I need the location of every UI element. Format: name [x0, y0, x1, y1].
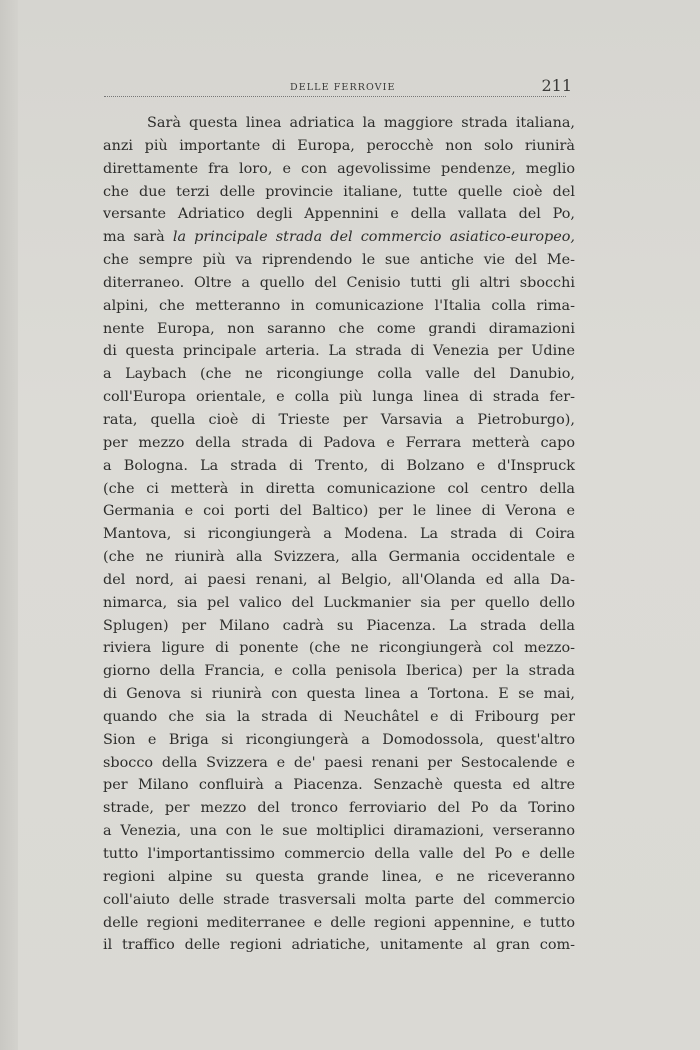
text-line: coll'aiuto delle strade trasversali molta parte del commercio: [103, 891, 575, 908]
text-line: per mezzo della strada di Padova e Ferrara metterà capo: [103, 434, 575, 451]
body-paragraph: [103, 112, 575, 957]
text-line: Splugen) per Milano cadrà su Piacenza. La strada della: [103, 617, 575, 634]
text-line: di Genova si riunirà con questa linea a Tortona. E se mai,: [103, 686, 575, 703]
page-left-edge: [0, 0, 18, 1050]
text-line: a Bologna. La strada di Trento, di Bolzano e d'Inspruck: [103, 457, 575, 474]
text-line: riviera ligure di ponente (che ne ricongiungerà col mezzo-: [103, 640, 575, 657]
text-line: coll'Europa orientale, e colla più lunga linea di strada fer-: [103, 389, 575, 406]
italic-phrase: la principale strada del commercio asiatico-europeo,: [172, 229, 575, 246]
text-line: [103, 226, 575, 249]
text-line: strade, per mezzo del tronco ferroviario del Po da Torino: [103, 800, 575, 817]
text-line: che due terzi delle provincie italiane, tutte quelle cioè del: [103, 183, 575, 200]
header-rule: [104, 96, 566, 97]
page-number: 211: [541, 76, 572, 95]
text-line: di questa principale arteria. La strada di Venezia per Udine: [103, 343, 575, 360]
text-line: rata, quella cioè di Trieste per Varsavia a Pietroburgo),: [103, 411, 575, 428]
text-line: per Milano confluirà a Piacenza. Senzachè questa ed altre: [103, 777, 575, 794]
text-line: direttamente fra loro, e con agevolissime pendenze, meglio: [103, 160, 575, 177]
text-line: sbocco della Svizzera e de' paesi renani per Sestocalende e: [103, 754, 575, 771]
text-line: a Laybach (che ne ricongiunge colla valle del Danubio,: [103, 366, 575, 383]
text-line: quando che sia la strada di Neuchâtel e di Fribourg per: [103, 708, 575, 725]
running-title: DELLE FERROVIE: [290, 82, 396, 93]
text-line: che sempre più va riprendendo le sue antiche vie del Me-: [103, 252, 575, 269]
running-head: [104, 72, 574, 100]
text-segment: ma sarà: [103, 229, 165, 246]
text-line: versante Adriatico degli Appennini e della vallata del Po,: [103, 206, 575, 223]
text-line: giorno della Francia, e colla penisola Iberica) per la strada: [103, 663, 575, 680]
text-line: Mantova, si ricongiungerà a Modena. La strada di Coira: [103, 526, 575, 543]
text-line: diterraneo. Oltre a quello del Cenisio tutti gli altri sbocchi: [103, 274, 575, 291]
text-line: anzi più importante di Europa, perocchè non solo riunirà: [103, 137, 575, 154]
text-line: Sarà questa linea adriatica la maggiore strada italiana,: [147, 115, 575, 131]
text-line: nimarca, sia pel valico del Luckmanier sia per quello dello: [103, 594, 575, 611]
text-line: Germania e coi porti del Baltico) per le linee di Verona e: [103, 503, 575, 520]
text-line: (che ci metterà in diretta comunicazione col centro della: [103, 480, 575, 497]
text-line: tutto l'importantissimo commercio della valle del Po e delle: [103, 846, 575, 862]
text-line: del nord, ai paesi renani, al Belgio, all'Olanda ed alla Da-: [103, 571, 575, 588]
text-line: a Venezia, una con le sue moltiplici diramazioni, verseranno: [103, 823, 575, 840]
text-line: il traffico delle regioni adriatiche, unitamente al gran com-: [103, 937, 575, 954]
text-line: alpini, che metteranno in comunicazione l'Italia colla rima-: [103, 297, 575, 314]
text-line: regioni alpine su questa grande linea, e ne riceveranno: [103, 868, 575, 885]
text-line: delle regioni mediterranee e delle regioni appennine, e tutto: [103, 914, 575, 931]
text-line: nente Europa, non saranno che come grandi diramazioni: [103, 320, 575, 337]
text-line: (che ne riunirà alla Svizzera, alla Germania occidentale e: [103, 549, 575, 566]
text-line: Sion e Briga si ricongiungerà a Domodossola, quest'altro: [103, 731, 575, 748]
